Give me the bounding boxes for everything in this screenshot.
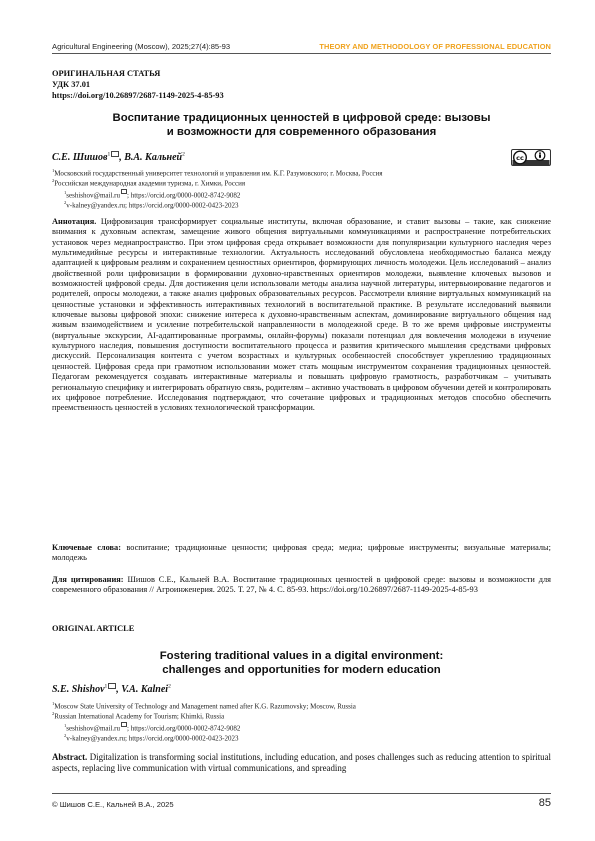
abstract-label-en: Abstract.	[52, 752, 88, 762]
affiliation-2-ru	[52, 176, 245, 189]
article-type-ru: ОРИГИНАЛЬНАЯ СТАТЬЯ	[52, 69, 161, 78]
citation-ru	[52, 575, 551, 596]
citation-label: Для цитирования:	[52, 575, 124, 584]
title-en-line1: Fostering traditional values in a digital environment:	[159, 650, 444, 662]
contact-1-num: 1	[64, 190, 67, 195]
article-title-ru	[52, 111, 551, 139]
article-type-en: ORIGINAL ARTICLE	[52, 624, 135, 633]
doi-link[interactable]: https://doi.org/10.26897/2687-1149-2025-4-85-93	[52, 91, 224, 100]
cc-by-license-icon[interactable]	[511, 149, 551, 166]
abstract-ru	[52, 217, 551, 414]
keywords-label: Ключевые слова:	[52, 543, 122, 552]
contact-1-en-orcid[interactable]: ; https://orcid.org/0000-0002-8742-9082	[127, 724, 241, 733]
contact-1-orcid[interactable]: ; https://orcid.org/0000-0002-8742-9082	[127, 191, 241, 200]
aff-2-num: 2	[52, 178, 55, 183]
author-2-en-sup: 2	[168, 683, 171, 690]
contact-1-email[interactable]: seshishov@mail.ru	[66, 191, 120, 200]
title-ru-line1: Воспитание традиционных ценностей в цифровой среде: вызовы	[112, 112, 491, 124]
journal-reference: Agricultural Engineering (Moscow), 2025;27(4):85-93	[52, 42, 231, 51]
author-2-sup: 2	[182, 151, 185, 158]
keywords-text: воспитание; традиционные ценности; цифровая среда; медиа; цифровые инструменты; визуальные материалы; молодежь	[52, 543, 551, 563]
affiliation-2-en	[52, 709, 224, 722]
mail-icon	[121, 722, 127, 727]
copyright: © Шишов С.Е., Кальней В.А., 2025	[52, 800, 174, 809]
keywords-ru	[52, 543, 551, 564]
page-number: 85	[538, 797, 551, 809]
contact-2-en-text[interactable]: v-kalney@yandex.ru; https://orcid.org/0000-0002-0423-2023	[66, 734, 239, 743]
abstract-text-ru: Цифровизация трансформирует социальные институты, включая образование, и ставит вызовы – такие, как снижение внимания к духовным аспектам, замещение живого общения виртуальными коммуникациями и распространение потребительских установок через медиапространство. При этом цифровая среда открывает возможности для популяризации культурного наследия через мультимедийные ресурсы и интерактивные технологии. Актуальность исследований обусловлена необходимостью баланса между адаптацией к цифровым реалиям и сохранением ценностных ориентиров, формирующих личность молодежи. Цель исследований – анализ двойственной роли цифровизации в формировании духовно-нравственных ориентиров молодежи, выявление ключевых вызовов и возможностей цифровой среды. Для достижения цели использовали методы анализа научной литературы, интервьюирование педагогов и родителей, опросы молодежи, а также анализ цифровых образовательных ресурсов. Рассмотрели влияние виртуальных коммуникаций на ценностные установки и эффективность интерактивных технологий в воспитательной практике. В результате исследований выявили ключевые вызовы цифровой эпохи: снижение интереса к духовно-нравственным аспектам, доминирование виртуального общения над живым взаимодействием и усиление потребительской направленности в молодежной среде. В то же время цифровые инструменты (виртуальные экскурсии, AI-адаптированные программы, онлайн-форумы) показали потенциал для вовлечения молодежи в изучение культурного наследия, повышения доступности воспитательного процесса и развития критического мышления средствами цифровых дискуссий. Персонализация контента с учетом возрастных и культурных особенностей способствует укреплению традиционных ценностей. Цифровая среда при грамотном использовании может стать мощным инструментом сохранения традиционных ценностей. Педагогам рекомендуется создавать интерактивные материалы и повышать цифровую грамотность, разработчикам – учитывать региональную специфику и интегрировать обратную связь, родителям – активно участвовать в цифровом обучении детей и контролировать их цифровое потребление. Исследования подтверждают, что сочетание цифровых и традиционных методов способно обеспечить преемственность ценностей в условиях технологической трансформации.	[52, 217, 551, 413]
contact-2-text[interactable]: v-kalney@yandex.ru; https://orcid.org/0000-0002-0423-2023	[66, 201, 239, 210]
udc: УДК 37.01	[52, 80, 91, 89]
svg-text:cc: cc	[516, 154, 524, 162]
footer-divider	[52, 793, 551, 794]
mail-icon	[111, 151, 119, 157]
mail-icon	[121, 189, 127, 194]
article-title-en	[52, 649, 551, 677]
aff-1-text: Московский государственный университет технологий и управления им. К.Г. Разумовского; г. Москва, Россия	[54, 169, 383, 178]
title-ru-line2: и возможности для современного образования	[166, 126, 437, 138]
author-1-sup: 1	[107, 151, 111, 158]
authors-ru	[52, 151, 185, 163]
contact-1-en-num: 1	[64, 723, 67, 728]
abstract-text-en: Digitalization is transforming social institutions, including education, and poses challenges such as reducing attention to spiritual aspects, replacing live communication with virtual communications, and spreading	[52, 752, 552, 773]
contact-2-ru	[64, 198, 238, 211]
contact-2-en	[64, 731, 238, 744]
title-en-line2: challenges and opportunities for modern education	[162, 664, 441, 676]
aff-2-en-num: 2	[52, 711, 55, 716]
citation-text: Шишов С.Е., Кальней В.А. Воспитание традиционных ценностей в цифровой среде: вызовы и возможности для современного образования // Агроинженерия. 2025. Т. 27, № 4. С. 85-93. https://doi.org/10.26897/2687-1149-2025-4-85-93	[52, 575, 552, 595]
aff-1-en-num: 1	[52, 701, 55, 706]
abstract-en	[52, 752, 551, 774]
author-separator-en: ,	[116, 684, 122, 695]
contact-2-en-num: 2	[64, 733, 67, 738]
article-meta	[52, 68, 224, 101]
aff-1-en-text: Moscow State University of Technology and Management named after K.G. Razumovsky; Moscow, Russia	[54, 702, 356, 711]
author-1-en[interactable]: S.E. Shishov	[52, 684, 105, 695]
author-separator: ,	[119, 152, 125, 163]
section-label: THEORY AND METHODOLOGY OF PROFESSIONAL EDUCATION	[319, 42, 551, 51]
abstract-label-ru: Аннотация.	[52, 217, 97, 226]
aff-2-en-text: Russian International Academy for Tourism; Khimki, Russia	[54, 712, 225, 721]
author-2-en[interactable]: V.A. Kalnei	[121, 684, 169, 695]
aff-1-num: 1	[52, 168, 55, 173]
aff-2-text: Российская международная академия туризма, г. Химки, Россия	[54, 179, 246, 188]
contact-1-en-email[interactable]: seshishov@mail.ru	[66, 724, 120, 733]
contact-2-num: 2	[64, 200, 67, 205]
header-divider	[52, 53, 551, 54]
author-2-ru[interactable]: В.А. Кальней	[124, 152, 183, 163]
author-1-ru[interactable]: С.Е. Шишов	[52, 152, 108, 163]
author-1-en-sup: 1	[104, 683, 108, 690]
mail-icon	[108, 683, 116, 689]
authors-en	[52, 683, 171, 695]
